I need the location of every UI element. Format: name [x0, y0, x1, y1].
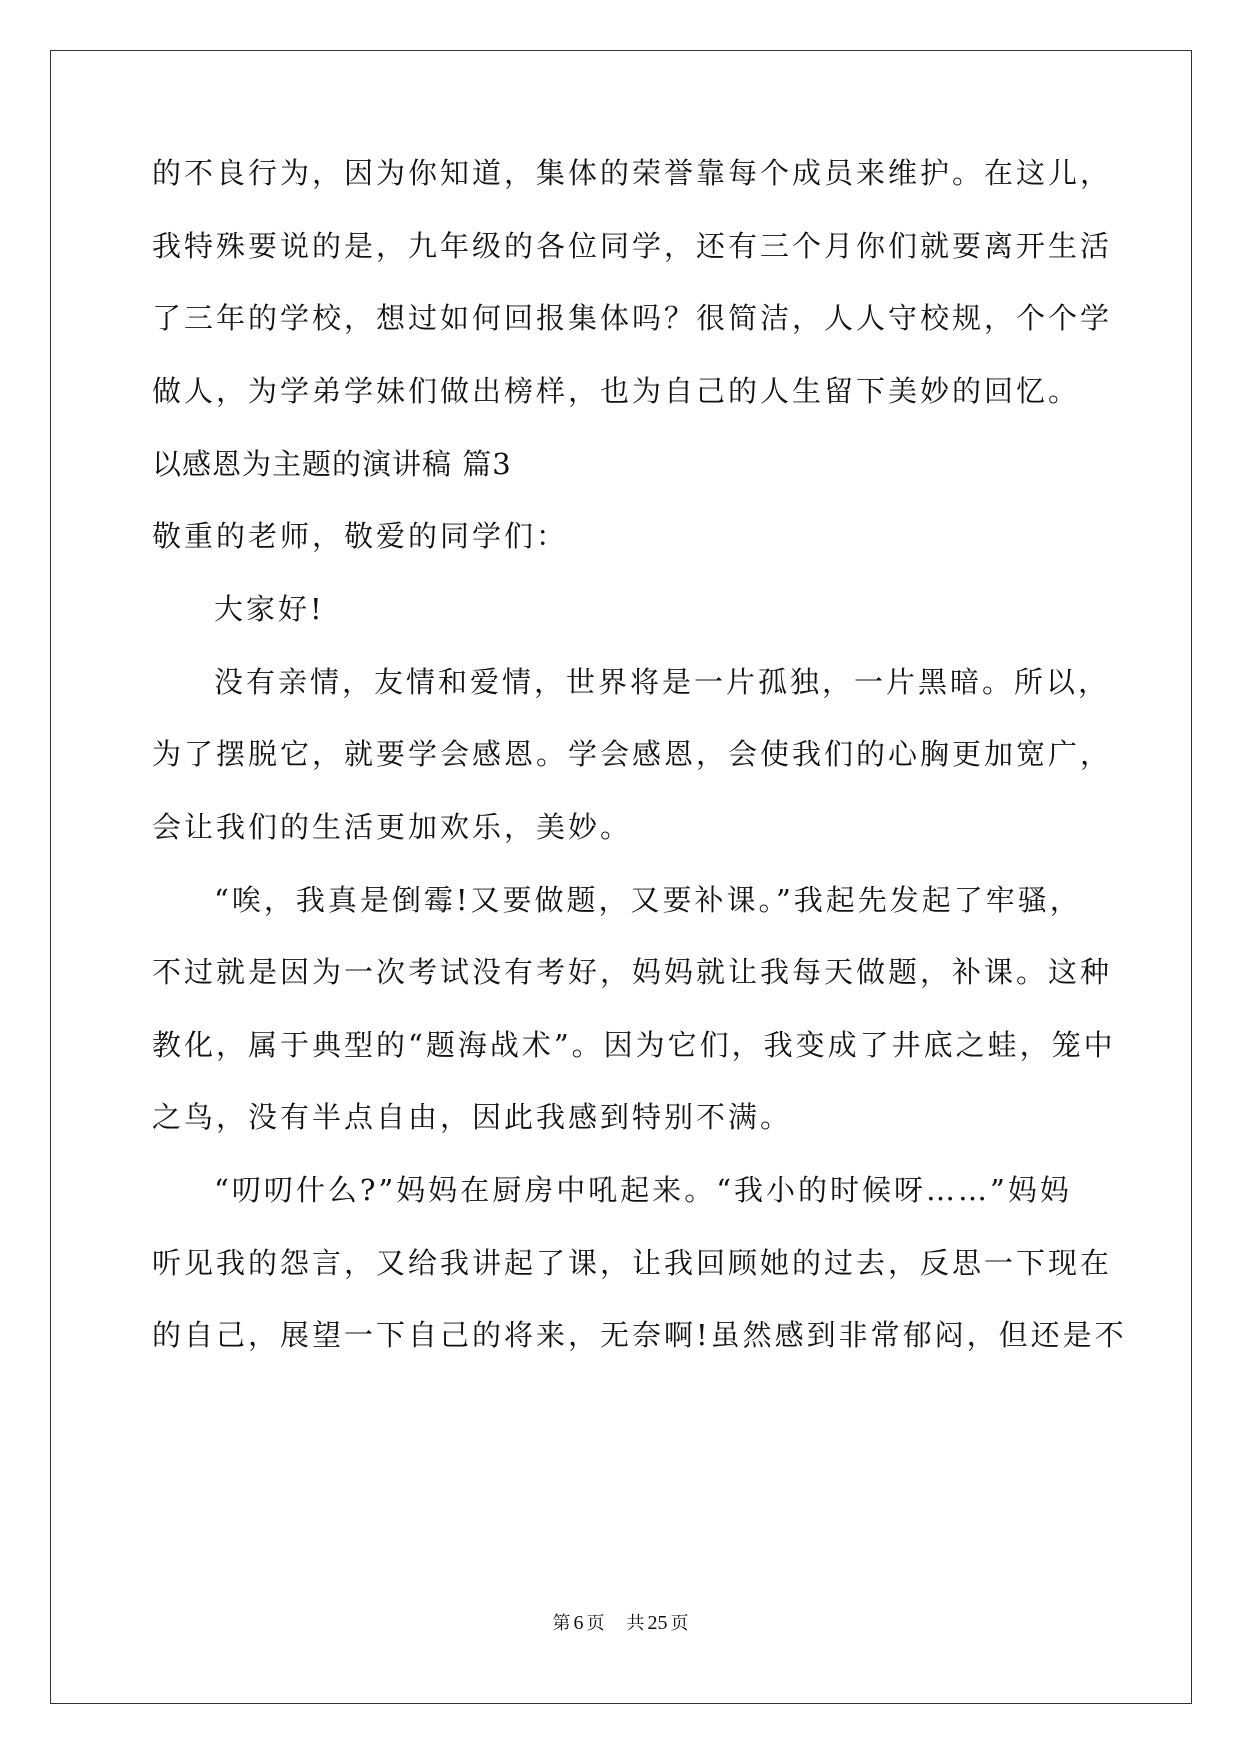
body-line: 的自己，展望一下自己的将来，无奈啊!虽然感到非常郁闷，但还是不 [152, 1318, 1127, 1352]
page-suffix: 页 [586, 1613, 605, 1634]
total-pages: 25 [647, 1612, 668, 1634]
total-suffix: 页 [670, 1613, 689, 1634]
page-prefix: 第 [552, 1613, 571, 1634]
body-line: 会让我们的生活更加欢乐，美妙。 [152, 810, 633, 844]
body-line: 不过就是因为一次考试没有考好，妈妈就让我每天做题，补课。这种 [152, 955, 1113, 989]
paragraph-start: 没有亲情，友情和爱情，世界将是一片孤独，一片黑暗。所以， [214, 665, 1111, 699]
body-line: 为了摆脱它，就要学会感恩。学会感恩，会使我们的心胸更加宽广， [152, 737, 1113, 771]
body-line: 做人，为学弟学妹们做出榜样，也为自己的人生留下美妙的回忆。 [152, 374, 1081, 408]
body-line: 我特殊要说的是，九年级的各位同学，还有三个月你们就要离开生活 [152, 229, 1113, 263]
body-line: 了三年的学校，想过如何回报集体吗？很简洁，人人守校规，个个学 [152, 301, 1113, 335]
body-line: 听见我的怨言，又给我讲起了课，让我回顾她的过去，反思一下现在 [152, 1246, 1113, 1280]
salutation: 敬重的老师，敬爱的同学们： [152, 519, 569, 553]
total-prefix: 共 [626, 1613, 645, 1634]
section-heading: 以感恩为主题的演讲稿 篇3 [152, 447, 512, 481]
body-line: 之鸟，没有半点自由，因此我感到特别不满。 [152, 1100, 793, 1134]
body-line: 教化，属于典型的“题海战术”。因为它们，我变成了井底之蛙，笼中 [152, 1028, 1116, 1062]
greeting: 大家好! [214, 592, 325, 626]
page-footer [0, 1611, 1241, 1636]
paragraph-start: “叨叨什么?”妈妈在厨房中吼起来。“我小的时候呀……”妈妈 [214, 1173, 1072, 1207]
paragraph-start: “唉，我真是倒霉!又要做题，又要补课。”我起先发起了牢骚， [214, 883, 1082, 917]
body-line: 的不良行为，因为你知道，集体的荣誉靠每个成员来维护。在这儿， [152, 156, 1113, 190]
page-number: 6 [573, 1612, 584, 1634]
